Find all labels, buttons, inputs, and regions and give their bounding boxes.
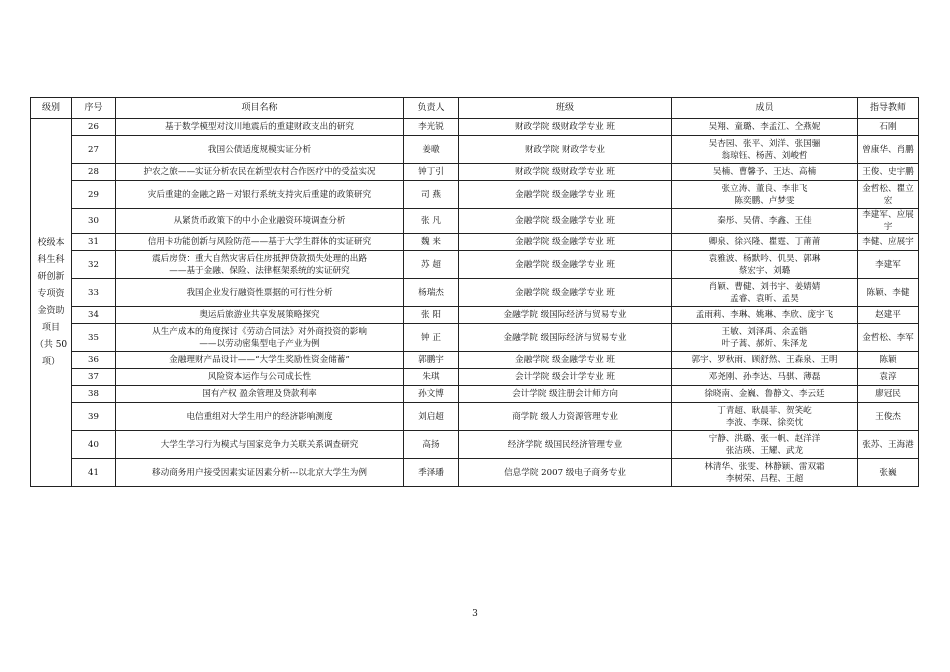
leader-name: 杨瑞杰 (404, 279, 459, 307)
project-name: 护农之旅——实证分析农民在新型农村合作医疗中的受益实况 (116, 164, 404, 181)
leader-name: 季泽璠 (404, 459, 459, 487)
advisor: 廖冠民 (858, 386, 919, 403)
advisor: 张苏、王海港 (858, 431, 919, 459)
leader-name: 张 凡 (404, 209, 459, 234)
row-no: 40 (72, 431, 116, 459)
page-number: 3 (472, 609, 478, 619)
members: 吴楠、曹馨予、王达、高楠 (672, 164, 858, 181)
class-name: 金融学院 级金融学专业 班 (459, 279, 672, 307)
members: 张立涛、董良、李非飞 陈奕鹏、卢梦雯 (672, 181, 858, 209)
row-no: 27 (72, 136, 116, 164)
class-name: 会计学院 级会计学专业 班 (459, 369, 672, 386)
table-row (31, 307, 919, 324)
members: 吴杏园、张平、刘洋、张国骊 翁琼钰、杨茜、刘峻哲 (672, 136, 858, 164)
advisor: 李建军、应展宇 (858, 209, 919, 234)
table-row (31, 136, 919, 164)
class-name: 财政学院 级财政学专业 班 (459, 164, 672, 181)
advisor: 石刚 (858, 119, 919, 136)
table-row (31, 234, 919, 251)
project-name: 我国企业发行融资性票据的可行性分析 (116, 279, 404, 307)
table-row (31, 324, 919, 352)
project-name: 奥运后旅游业共享发展策略探究 (116, 307, 404, 324)
header-members: 成员 (672, 98, 858, 119)
row-no: 38 (72, 386, 116, 403)
class-name: 信息学院 2007 级电子商务专业 (459, 459, 672, 487)
leader-name: 张 阳 (404, 307, 459, 324)
row-no: 33 (72, 279, 116, 307)
table-row (31, 386, 919, 403)
class-name: 金融学院 级金融学专业 班 (459, 181, 672, 209)
advisor: 陈颖、李健 (858, 279, 919, 307)
row-no: 39 (72, 403, 116, 431)
class-name: 金融学院 级金融学专业 班 (459, 234, 672, 251)
table-row (31, 119, 919, 136)
project-name: 从紧货币政策下的中小企业融资环境调查分析 (116, 209, 404, 234)
advisor: 李建军 (858, 251, 919, 279)
header-advisor: 指导教师 (858, 98, 919, 119)
project-name: 大学生学习行为模式与国家竞争力关联关系调查研究 (116, 431, 404, 459)
table-row (31, 403, 919, 431)
table-row (31, 251, 919, 279)
project-name: 电信重组对大学生用户的经济影响测度 (116, 403, 404, 431)
table-row (31, 181, 919, 209)
advisor: 赵建平 (858, 307, 919, 324)
project-name: 我国公债适度规模实证分析 (116, 136, 404, 164)
advisor: 王俊杰 (858, 403, 919, 431)
header-leader: 负责人 (404, 98, 459, 119)
class-name: 金融学院 级金融学专业 班 (459, 352, 672, 369)
class-name: 会计学院 级注册会计师方向 (459, 386, 672, 403)
leader-name: 姜暾 (404, 136, 459, 164)
members: 宁静、洪璐、张一帆、赵洋洋 张洁瑛、王耀、武龙 (672, 431, 858, 459)
leader-name: 苏 超 (404, 251, 459, 279)
advisor: 曾康华、肖鹏 (858, 136, 919, 164)
row-no: 37 (72, 369, 116, 386)
table-row (31, 369, 919, 386)
members: 邓尧刚、孙李达、马骐、薄磊 (672, 369, 858, 386)
table-row (31, 352, 919, 369)
leader-name: 钟丁引 (404, 164, 459, 181)
project-name: 移动商务用户接受因素实证因素分析---以北京大学生为例 (116, 459, 404, 487)
row-no: 31 (72, 234, 116, 251)
row-no: 30 (72, 209, 116, 234)
advisor: 金哲松、瞿立宏 (858, 181, 919, 209)
header-project: 项目名称 (116, 98, 404, 119)
table-row (31, 279, 919, 307)
advisor: 金哲松、李军 (858, 324, 919, 352)
advisor: 陈颖 (858, 352, 919, 369)
members: 郭宇、罗秋雨、顾舒然、王森泉、王明 (672, 352, 858, 369)
leader-name: 钟 正 (404, 324, 459, 352)
row-no: 35 (72, 324, 116, 352)
project-name: 风险资本运作与公司成长性 (116, 369, 404, 386)
leader-name: 高扬 (404, 431, 459, 459)
members: 袁雅波、杨默吟、仉昊、郭琳 蔡宏宇、刘璐 (672, 251, 858, 279)
members: 丁青超、耿晨菲、贺笑屹 李波、李琛、徐奕忱 (672, 403, 858, 431)
row-no: 32 (72, 251, 116, 279)
leader-name: 郭鹏宇 (404, 352, 459, 369)
class-name: 金融学院 级金融学专业 班 (459, 209, 672, 234)
members: 秦彤、吴倩、李鑫、王佳 (672, 209, 858, 234)
row-no: 41 (72, 459, 116, 487)
project-name: 金融理财产品设计——“大学生奖励性资金储蓄” (116, 352, 404, 369)
table-body (31, 119, 919, 487)
row-no: 29 (72, 181, 116, 209)
row-no: 36 (72, 352, 116, 369)
leader-name: 孙文博 (404, 386, 459, 403)
members: 林清华、张雯、林静颖、雷双霜 李树荣、吕程、王超 (672, 459, 858, 487)
class-name: 财政学院 财政学专业 (459, 136, 672, 164)
project-name: 灾后重建的金融之路－对银行系统支持灾后重建的政策研究 (116, 181, 404, 209)
row-no: 28 (72, 164, 116, 181)
table-row (31, 431, 919, 459)
advisor: 袁淳 (858, 369, 919, 386)
leader-name: 魏 来 (404, 234, 459, 251)
project-name: 国有产权 盈余管理及贷款利率 (116, 386, 404, 403)
project-name: 基于数学模型对汶川地震后的重建财政支出的研究 (116, 119, 404, 136)
members: 孟雨莉、李琳、姚琳、李欣、庞宇飞 (672, 307, 858, 324)
advisor: 李健、应展宇 (858, 234, 919, 251)
leader-name: 朱琪 (404, 369, 459, 386)
members: 卿泉、徐兴隆、瞿霆、丁莆莆 (672, 234, 858, 251)
members: 王敏、刘泽禹、余孟锴 叶子蒿、郝炘、朱泽龙 (672, 324, 858, 352)
table-row (31, 459, 919, 487)
class-name: 经济学院 级国民经济管理专业 (459, 431, 672, 459)
header-level: 级别 (31, 98, 72, 119)
header-no: 序号 (72, 98, 116, 119)
advisor: 张巍 (858, 459, 919, 487)
project-name: 从生产成本的角度探讨《劳动合同法》对外商投资的影响 ——以劳动密集型电子产业为例 (116, 324, 404, 352)
class-name: 财政学院 级财政学专业 班 (459, 119, 672, 136)
members: 徐晓南、金巍、鲁静文、李云廷 (672, 386, 858, 403)
table-header-row (31, 98, 919, 119)
leader-name: 刘启超 (404, 403, 459, 431)
table-row (31, 164, 919, 181)
leader-name: 司 燕 (404, 181, 459, 209)
header-class: 班级 (459, 98, 672, 119)
level-cell: 校级本 科生科 研创新 专项资 金资助 项目 （共 50 项） (31, 119, 72, 487)
project-name: 信用卡功能创新与风险防范——基于大学生群体的实证研究 (116, 234, 404, 251)
project-name: 震后房贷：重大自然灾害后住房抵押贷款损失处理的出路 ——基于金融、保险、法律框架系统的实证研究 (116, 251, 404, 279)
members: 肖颖、曹健、刘书宇、姜婧婧 孟睿、袁昕、孟昊 (672, 279, 858, 307)
class-name: 金融学院 级金融学专业 班 (459, 251, 672, 279)
row-no: 34 (72, 307, 116, 324)
row-no: 26 (72, 119, 116, 136)
class-name: 金融学院 级国际经济与贸易专业 (459, 307, 672, 324)
table-row (31, 209, 919, 234)
advisor: 王俊、史宇鹏 (858, 164, 919, 181)
members: 吴翔、童璐、李孟江、仝燕妮 (672, 119, 858, 136)
class-name: 商学院 级人力资源管理专业 (459, 403, 672, 431)
class-name: 金融学院 级国际经济与贸易专业 (459, 324, 672, 352)
project-table (30, 97, 919, 487)
leader-name: 李光锐 (404, 119, 459, 136)
